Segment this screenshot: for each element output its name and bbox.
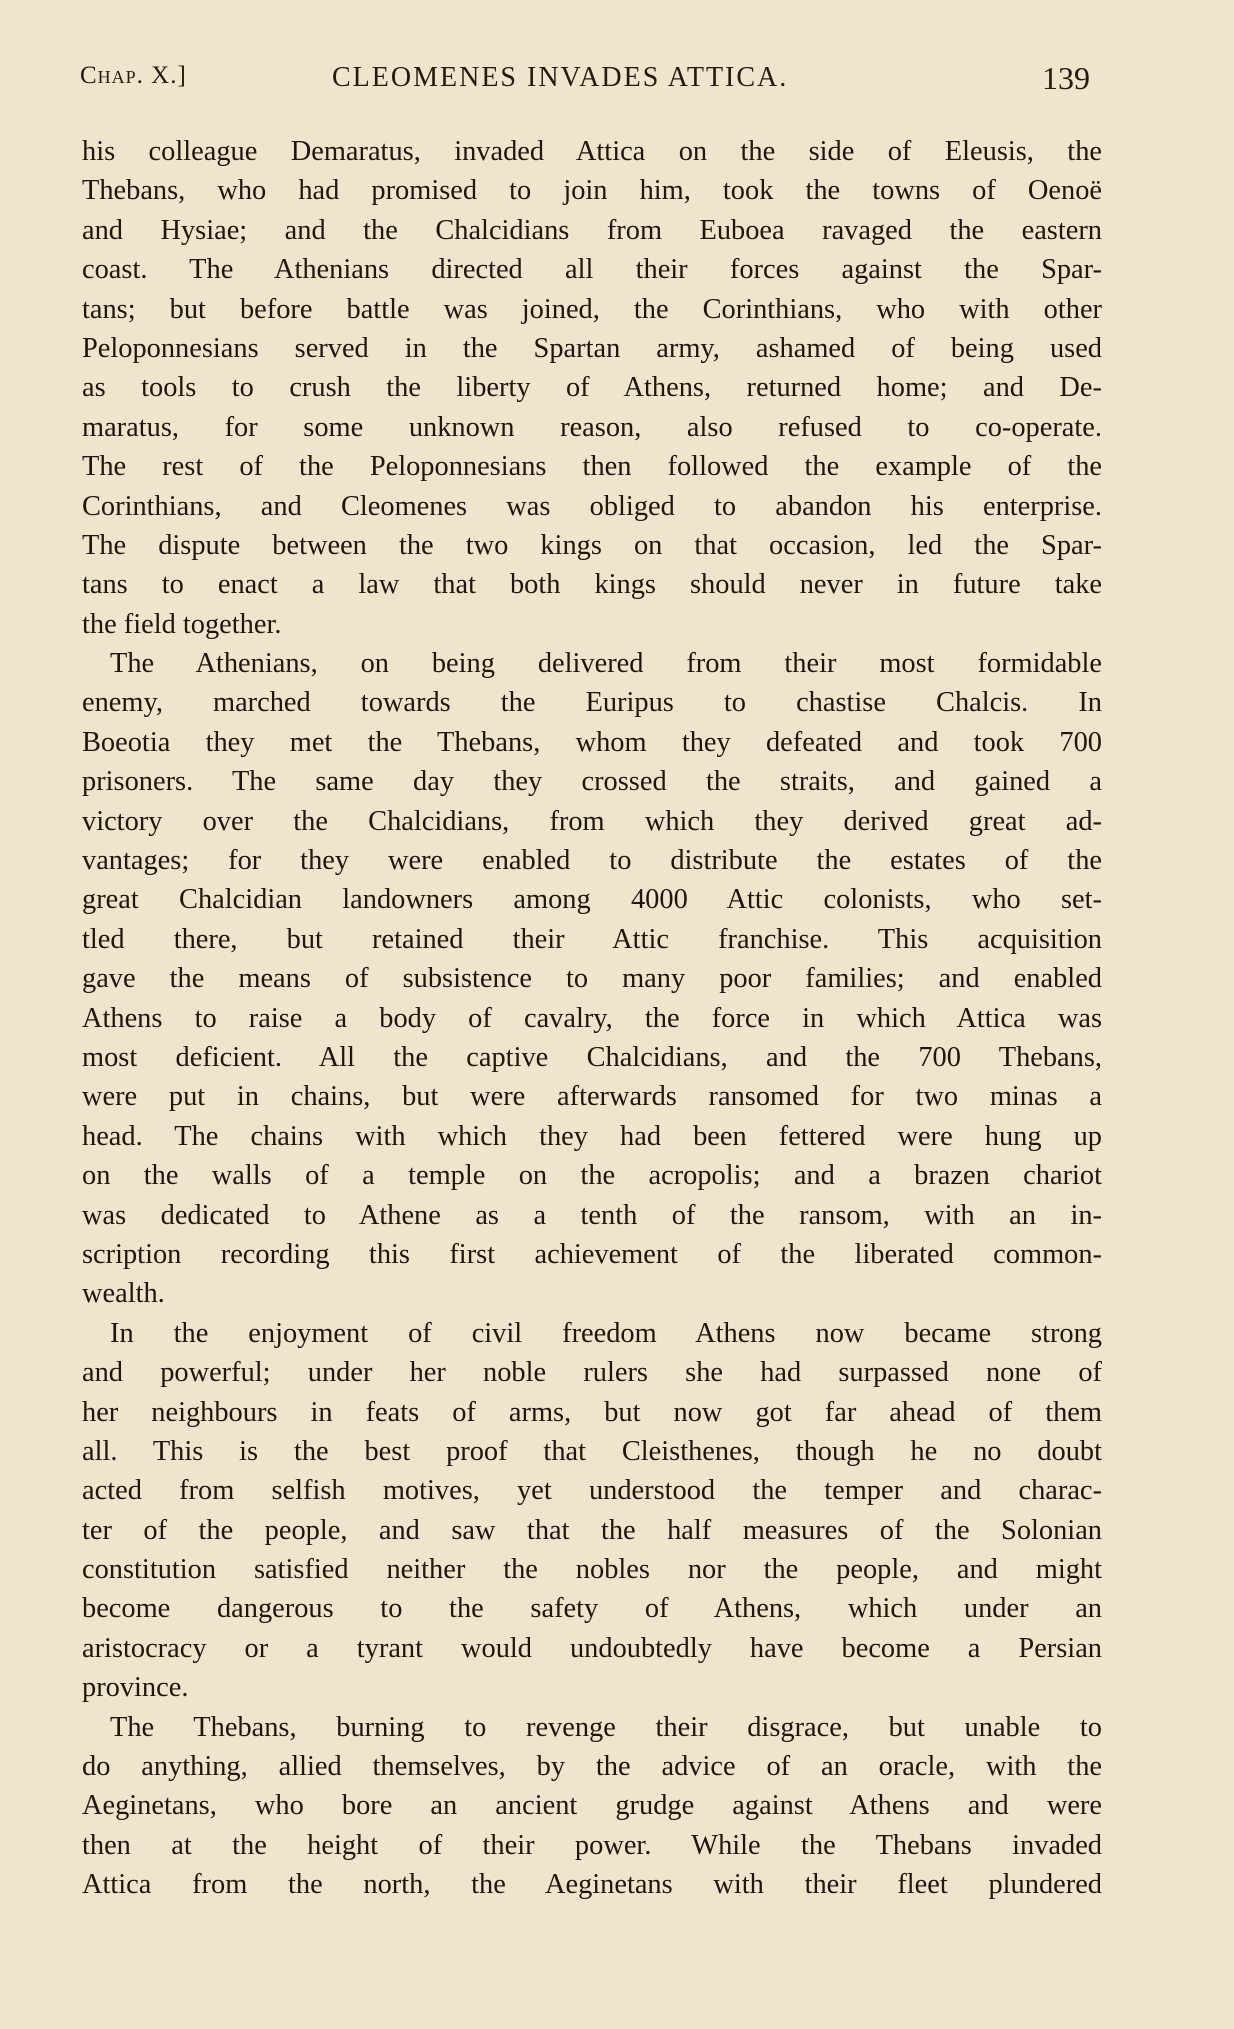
text-line: Corinthians, and Cleomenes was obliged to abandon his enterprise.: [82, 490, 1102, 522]
text-line: do anything, allied themselves, by the advice of an oracle, with the: [82, 1751, 1102, 1783]
text-line: maratus, for some unknown reason, also refused to co-operate.: [82, 411, 1102, 443]
text-line: The rest of the Peloponnesians then followed the example of the: [82, 451, 1102, 483]
text-line: his colleague Demaratus, invaded Attica on the side of Eleusis, the: [82, 136, 1102, 167]
text-line: and powerful; under her noble rulers she had surpassed none of: [82, 1357, 1102, 1389]
text-line: tans to enact a law that both kings should never in future take: [82, 569, 1102, 601]
text-line: The Thebans, burning to revenge their disgrace, but unable to: [110, 1711, 1102, 1743]
text-line: then at the height of their power. While the Thebans invaded: [82, 1829, 1102, 1861]
text-line: the field together.: [82, 608, 282, 640]
text-line: prisoners. The same day they crossed the straits, and gained a: [82, 766, 1102, 798]
text-line: coast. The Athenians directed all their forces against the Spar-: [82, 254, 1102, 286]
text-line: acted from selfish motives, yet understood the temper and charac-: [82, 1475, 1102, 1507]
text-line: The Athenians, on being delivered from their most formidable: [110, 648, 1102, 680]
chapter-label: Chap. X.]: [80, 62, 187, 89]
text-line: Boeotia they met the Thebans, whom they defeated and took 700: [82, 726, 1102, 758]
text-line: were put in chains, but were afterwards ransomed for two minas a: [82, 1081, 1102, 1113]
text-line: vantages; for they were enabled to distribute the estates of the: [82, 845, 1102, 877]
page-number: 139: [1042, 60, 1090, 96]
running-header: [80, 56, 1090, 100]
text-line: become dangerous to the safety of Athens, which under an: [82, 1593, 1102, 1625]
text-line: enemy, marched towards the Euripus to chastise Chalcis. In: [82, 687, 1102, 719]
text-line: on the walls of a temple on the acropolis; and a brazen chariot: [82, 1160, 1102, 1192]
body-text: [82, 132, 1102, 1905]
text-line: ter of the people, and saw that the half measures of the Solonian: [82, 1514, 1102, 1546]
text-line: gave the means of subsistence to many poor families; and enabled: [82, 963, 1102, 995]
text-line: as tools to crush the liberty of Athens, returned home; and De-: [82, 372, 1102, 404]
text-line: head. The chains with which they had been fettered were hung up: [82, 1120, 1102, 1152]
text-line: all. This is the best proof that Cleisthenes, though he no doubt: [82, 1435, 1102, 1467]
text-line: victory over the Chalcidians, from which they derived great ad-: [82, 805, 1102, 837]
text-line: Peloponnesians served in the Spartan army, ashamed of being used: [82, 332, 1102, 364]
text-line: tans; but before battle was joined, the Corinthians, who with other: [82, 293, 1102, 325]
text-line: wealth.: [82, 1278, 165, 1310]
text-line: Attica from the north, the Aeginetans with their fleet plundered: [82, 1869, 1102, 1901]
text-line: constitution satisfied neither the nobles nor the people, and might: [82, 1554, 1102, 1586]
text-line: tled there, but retained their Attic franchise. This acquisition: [82, 923, 1102, 955]
text-line: The dispute between the two kings on that occasion, led the Spar-: [82, 529, 1102, 561]
text-line: province.: [82, 1672, 189, 1704]
text-line: In the enjoyment of civil freedom Athens now became strong: [110, 1317, 1102, 1349]
text-line: Aeginetans, who bore an ancient grudge against Athens and were: [82, 1790, 1102, 1822]
text-line: her neighbours in feats of arms, but now got far ahead of them: [82, 1396, 1102, 1428]
text-line: most deficient. All the captive Chalcidians, and the 700 Thebans,: [82, 1041, 1102, 1073]
text-line: great Chalcidian landowners among 4000 Attic colonists, who set-: [82, 884, 1102, 916]
text-line: and Hysiae; and the Chalcidians from Euboea ravaged the eastern: [82, 214, 1102, 246]
text-line: aristocracy or a tyrant would undoubtedly have become a Persian: [82, 1632, 1102, 1664]
text-line: Athens to raise a body of cavalry, the force in which Attica was: [82, 1002, 1102, 1034]
running-title: CLEOMENES INVADES ATTICA.: [332, 62, 789, 93]
text-line: Thebans, who had promised to join him, took the towns of Oenoë: [82, 175, 1102, 207]
text-line: was dedicated to Athene as a tenth of the ransom, with an in-: [82, 1199, 1102, 1231]
text-line: scription recording this first achievement of the liberated common-: [82, 1238, 1102, 1270]
